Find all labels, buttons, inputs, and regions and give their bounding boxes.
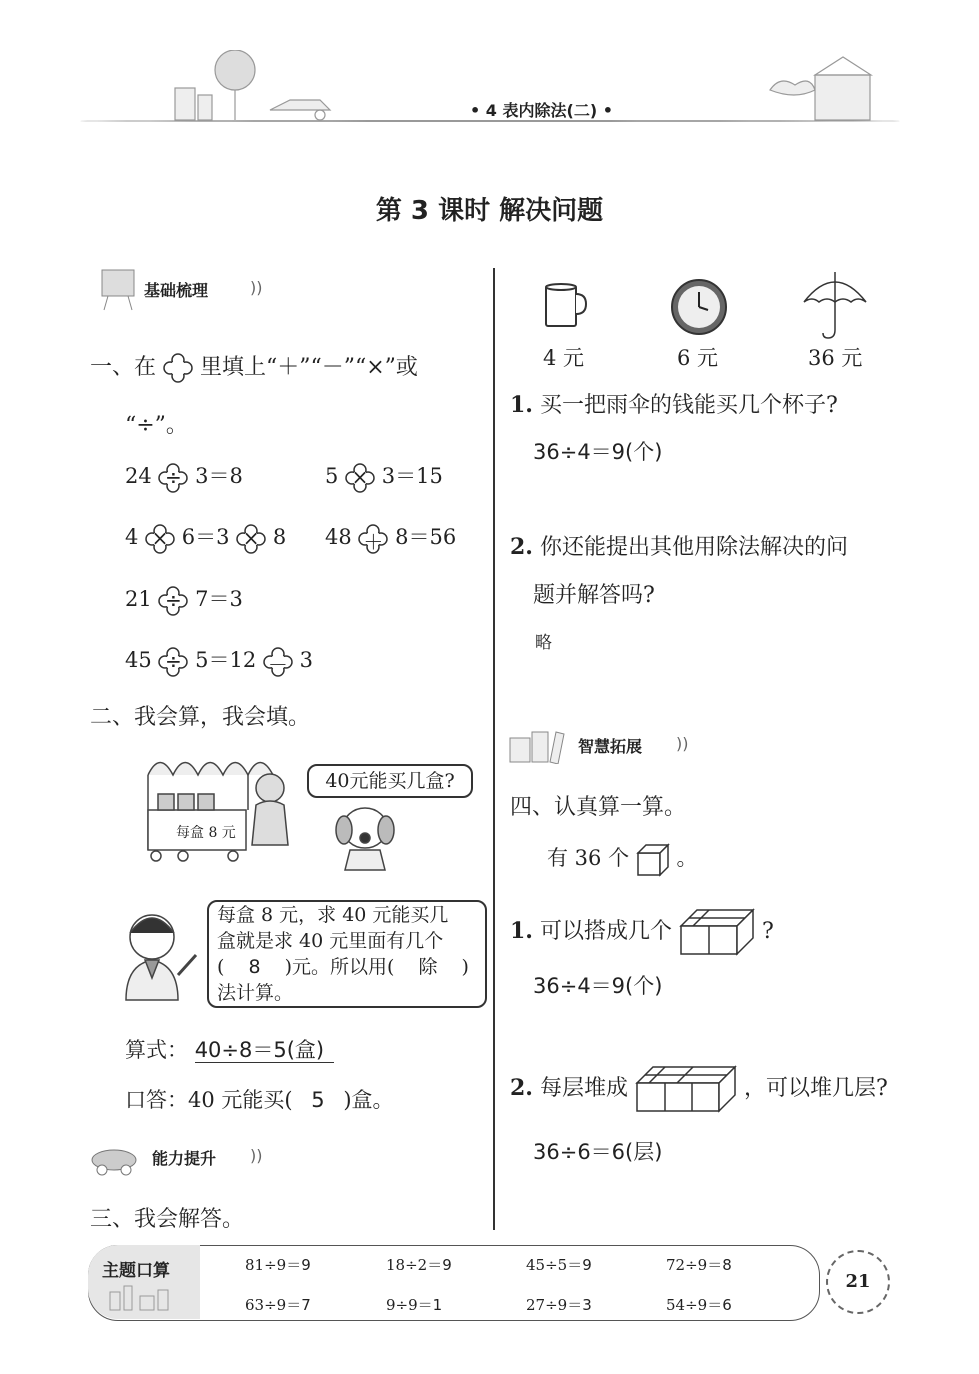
chalkboard-icon <box>100 268 140 313</box>
operator: － <box>267 652 288 677</box>
boy-icon <box>112 905 202 1005</box>
footer-item-1 <box>245 1254 311 1275</box>
cup-price: 4 元 <box>543 346 585 370</box>
books-icon <box>508 724 568 764</box>
flower-answer <box>158 586 188 616</box>
bubble-answer-number: 8 <box>248 956 261 978</box>
umbrella-icon <box>802 268 868 340</box>
q2-title: 二、我会算，我会填。 <box>90 705 311 730</box>
footer-question: 72÷9＝ <box>666 1256 723 1274</box>
q1-row-2 <box>125 521 286 554</box>
q1-title-line2: “÷”。 <box>125 413 188 438</box>
section-badge-wisdom <box>508 724 708 758</box>
footer-item-5 <box>245 1294 311 1315</box>
badge-arrows: )) <box>250 1146 263 1165</box>
q4-title: 四、认真算一算。 <box>510 795 687 820</box>
q3-p2-text-line2: 题并解答吗? <box>533 583 655 608</box>
flower-answer <box>145 524 175 554</box>
oral-answer-line <box>125 1084 394 1114</box>
section-badge-basic <box>100 268 280 302</box>
dog-bubble-text: 40元能买几盒? <box>325 770 455 792</box>
boy-bubble-line-3 <box>217 954 485 980</box>
operand: 4 <box>125 525 139 549</box>
oral-answer-value: 5 <box>311 1088 325 1112</box>
footer-question: 18÷2＝ <box>386 1256 443 1274</box>
flower-answer <box>236 524 266 554</box>
footer-answer: 7 <box>301 1296 311 1314</box>
footer-question: 81÷9＝ <box>245 1256 302 1274</box>
section-label-ability: 能力提升 <box>152 1149 217 1168</box>
clock-icon <box>670 278 728 336</box>
oral-answer-suffix: )盒。 <box>343 1088 394 1112</box>
equation-rest: 8＝56 <box>395 525 457 549</box>
q1-row-2b <box>325 521 456 554</box>
equation-rest: 7＝3 <box>195 587 243 611</box>
q1-title-suffix: 里填上“＋”“－”“×”或 <box>200 355 418 380</box>
equation-mid: 5＝12 <box>195 648 257 672</box>
equation-mid: 6＝3 <box>181 525 230 549</box>
cube-stack-2x2-icon <box>679 908 755 956</box>
footer-label: 主题口算 <box>102 1261 170 1281</box>
flower-answer <box>345 463 375 493</box>
formula-label: 算式： <box>125 1038 188 1062</box>
flower-answer <box>263 647 293 677</box>
price-tag: 每盒 8 元 <box>176 825 236 841</box>
operator: ÷ <box>165 464 182 489</box>
formula-answer: 40÷8＝5(盒) <box>195 1038 334 1063</box>
footer-item-3 <box>526 1254 592 1275</box>
q4-p2-text: 每层堆成 <box>539 1076 628 1101</box>
footer-answer: 9 <box>301 1256 311 1274</box>
footer-item-7 <box>526 1294 592 1315</box>
flower-answer <box>158 647 188 677</box>
column-divider <box>493 268 495 1230</box>
operand: 21 <box>125 587 152 611</box>
paren-open: ( <box>217 956 225 978</box>
q4-p2-end: ，可以堆几层? <box>743 1076 888 1101</box>
q4-p1-text: 可以搭成几个 <box>539 919 672 944</box>
footer-answer: 8 <box>722 1256 732 1274</box>
q1-title-prefix: 一、在 <box>90 355 157 380</box>
footer-answer: 1 <box>432 1296 443 1314</box>
dog-speech-bubble <box>307 764 473 798</box>
q3-p2-answer: 略 <box>535 633 552 653</box>
clock-price: 6 元 <box>677 346 719 370</box>
q3-p1-answer: 36÷4＝9(个) <box>533 440 663 464</box>
q4-p1 <box>510 908 774 956</box>
boy-bubble-line-2: 盒就是求 40 元里面有几个 <box>217 930 444 952</box>
lesson-title: 第 3 课时 解决问题 <box>375 196 604 226</box>
equation-rest: 8 <box>272 525 287 549</box>
chapter-title: • 4 表内除法(二) • <box>470 101 613 120</box>
footer-question: 63÷9＝ <box>245 1296 302 1314</box>
bubble-text-mid: )元。所以用( <box>284 956 395 978</box>
q1-row-1b <box>325 460 443 493</box>
q3-p1 <box>510 388 838 419</box>
equation-rest: 3 <box>299 648 313 672</box>
boy-speech-bubble <box>207 900 487 1008</box>
flower-blank-icon <box>163 353 193 383</box>
operand: 24 <box>125 464 152 488</box>
footer-question: 54÷9＝ <box>666 1296 723 1314</box>
q4-intro-end: 。 <box>676 846 698 870</box>
cup-icon <box>540 282 590 330</box>
flower-answer <box>358 524 388 554</box>
q1-row-3 <box>125 583 243 616</box>
cube-icon <box>636 843 670 877</box>
operator: ＋ <box>363 529 384 554</box>
cart-illustration <box>138 750 313 865</box>
badge-arrows: )) <box>676 734 689 753</box>
q3-title: 三、我会解答。 <box>90 1207 245 1232</box>
operator: ÷ <box>165 587 182 612</box>
q3-p2 <box>510 530 848 561</box>
section-label-basic: 基础梳理 <box>144 281 209 300</box>
dog-icon <box>330 800 400 875</box>
footer-question: 27÷9＝ <box>526 1296 583 1314</box>
city-skyline-icon <box>100 1282 190 1312</box>
car-icon <box>90 1140 140 1176</box>
footer-question: 45÷5＝ <box>526 1256 583 1274</box>
q4-p1-number: 1. <box>510 918 533 944</box>
bubble-answer-operation: 除 <box>418 956 438 978</box>
paren-close: ) <box>461 956 469 978</box>
equation-rest: 3＝8 <box>195 464 243 488</box>
formula-line <box>125 1034 334 1064</box>
q4-intro-text: 有 36 个 <box>547 846 630 870</box>
q4-p1-end: ? <box>761 919 774 944</box>
operator: × <box>242 525 260 550</box>
boy-bubble-line-4: 法计算。 <box>217 982 294 1004</box>
q4-intro <box>547 842 697 877</box>
footer-item-8 <box>666 1294 732 1315</box>
operand: 48 <box>325 525 352 549</box>
oral-answer-label: 口答：40 元能买( <box>125 1088 293 1112</box>
section-badge-ability <box>90 1140 280 1174</box>
q4-p2-number: 2. <box>510 1075 533 1101</box>
operator: × <box>151 525 169 550</box>
footer-answer: 9 <box>582 1256 592 1274</box>
footer-answer: 6 <box>722 1296 732 1314</box>
q3-p1-number: 1. <box>510 392 533 418</box>
q3-p2-number: 2. <box>510 534 533 560</box>
footer-answer: 3 <box>582 1296 592 1314</box>
cube-layer-2x3-icon <box>635 1065 737 1113</box>
boy-bubble-line-1: 每盒 8 元，求 40 元能买几 <box>217 904 449 926</box>
operator: ÷ <box>165 648 182 673</box>
umbrella-price: 36 元 <box>808 346 863 370</box>
operator: × <box>351 464 369 489</box>
q4-p1-answer: 36÷4＝9(个) <box>533 974 663 998</box>
q4-p2 <box>510 1065 888 1113</box>
footer-answer: 9 <box>442 1256 452 1274</box>
footer-question: 9÷9＝ <box>386 1296 433 1314</box>
page-number: 21 <box>826 1250 890 1314</box>
operand: 45 <box>125 648 152 672</box>
q4-p2-answer: 36÷6＝6(层) <box>533 1140 663 1164</box>
footer-item-2 <box>386 1254 452 1275</box>
q1-row-4 <box>125 644 313 677</box>
q1-row-1 <box>125 460 243 493</box>
q3-p1-text: 买一把雨伞的钱能买几个杯子? <box>539 393 838 418</box>
flower-answer <box>158 463 188 493</box>
equation-rest: 3＝15 <box>381 464 443 488</box>
footer-item-6 <box>386 1294 442 1315</box>
badge-arrows: )) <box>250 278 263 297</box>
q1-title <box>90 350 418 383</box>
section-label-wisdom: 智慧拓展 <box>578 737 643 756</box>
footer-item-4 <box>666 1254 732 1275</box>
q3-p2-text-line1: 你还能提出其他用除法解决的问 <box>539 535 848 560</box>
operand: 5 <box>325 464 339 488</box>
